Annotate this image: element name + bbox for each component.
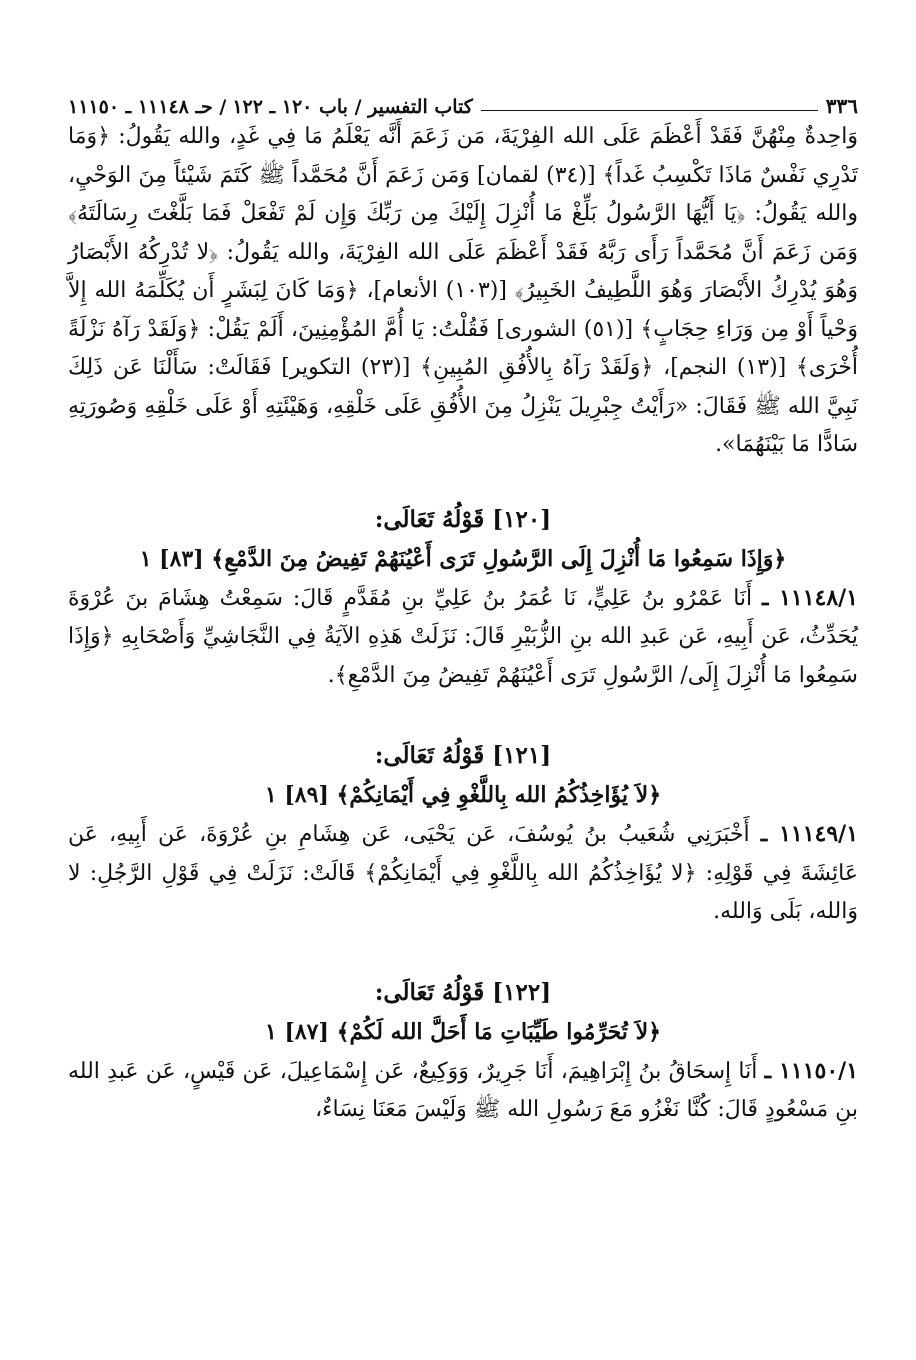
text-line: أَنَا إِسحَاقُ بنُ إِبْرَاهِيمَ، أَنَا جَرِيرٌ، وَوَكِيعٌ، عَن إِسْمَاعِيلَ، عَن [242, 1058, 758, 1084]
text-line: كَانَ لِبَشَرٍ أَن يُكَلِّمَهُ الله إِلاَّ وَحْياً أَوْ مِن وَرَاءِ حِجَابٍ﴾ [(٥١) الشورى] فَقُلْتُ: يَا أُمَّ [68, 278, 858, 342]
hadith-11148 [68, 579, 858, 696]
hadith-number: ١١١٥٠/١ ـ [764, 1057, 859, 1084]
verse-heading-121: ﴿لاَ يُؤَاخِذُكُمُ الله بِاللَّغْوِ فِي أَيْمَانِكُمْ﴾ [٨٩] ١ [264, 782, 662, 808]
text-line: أَبِيهِ، عَن عَائِشَةَ فِي قَوْلِهِ: ﴿لا يُؤَاخِذُكُمُ الله بِاللَّغْوِ فِي أَيْمَانِكُمْ﴾ قَالَتْ: نَزَلَتْ فِي [68, 822, 859, 886]
text-line: أَخْبَرَنِي شُعَيبُ بنُ يُوسُفَ، عَن يَحْيَى، عَن هِشَامِ بنِ عُرْوَةَ، عَن [158, 822, 750, 847]
text-line: المُبِينِ﴾ [(٢٣) التكوير] فَقَالَتْ: سَأَلْنَا عَن ذَلِكَ نَبِيَّ الله ﷺ فَقَالَ: «رَأَيْتُ جِبْرِيلَ [68, 355, 858, 419]
hadith-11149 [68, 815, 858, 932]
section-heading-122: [١٢٢] قَوْلُهُ تَعَالَى: [374, 978, 552, 1006]
text-line: هِشَامَ بنَ عُرْوَةَ يُحَدِّثُ، عَن أَبِيهِ، عَن عَبدِ الله بنِ الزُّبَيْرِ قَالَ: نَزَلَتْ هَذِهِ الآيَةُ فِي [68, 585, 859, 649]
running-header [68, 88, 858, 118]
hadith-11150 [68, 1052, 858, 1130]
continuation-paragraph [68, 118, 858, 465]
section-heading-120: [١٢٠] قَوْلُهُ تَعَالَى: [374, 505, 552, 533]
text-line: النَّجَاشِيِّ وَأَصْحَابِهِ ﴿وَإِذَا سَمِعُوا مَا أُنْزِلَ إِلَى/ الرَّسُولِ تَرَى أَعْيُنَهُمْ تَفِيضُ مِنَ [68, 624, 858, 688]
verse-heading-122: ﴿لاَ تُحَرِّمُوا طَيِّبَاتِ مَا أَحَلَّ الله لَكُمْ﴾ [٨٧] ١ [264, 1018, 662, 1045]
text-line: المُؤْمِنِينَ، أَلَمْ يَقُلْ: ﴿وَلَقَدْ رَآهُ نَزْلَةً أُخْرَى﴾ [(١٣) النجم]، ﴿وَلَقَدْ رَآهُ بِالأُفُقِ [68, 316, 859, 380]
text-line: ﴿لا تُدْرِكُهُ الأَبْصَارُ وَهُوَ يُدْرِكُ الأَبْصَارَ وَهُوَ اللَّطِيفُ الخَبِيرُ﴾ [(١٠٣) الأنعام]، ﴿وَمَا [68, 239, 858, 303]
text-line: الدَّمْعِ﴾. [327, 662, 396, 688]
hadith-number: ١١١٤٩/١ ـ [760, 821, 859, 847]
document-page [68, 88, 858, 1130]
text-line: أَنَا عَمْرُو بنُ عَلِيٍّ، نَا عُمَرُ بنُ عَلِيِّ بنِ مُقَدَّمٍ قَالَ: سَمِعْتُ [219, 585, 753, 611]
verse-heading-120: ﴿وَإِذَا سَمِعُوا مَا أُنْزِلَ إِلَى الرَّسُولِ تَرَى أَعْيُنَهُمْ تَفِيضُ مِنَ الدَّمْعِ﴾ [٨٣] ١ [139, 545, 787, 572]
header-rule [481, 110, 818, 111]
text-line: يَنْزِلُ مِنَ الأُفُقِ عَلَى خَلْقِهِ، وَهَيْئَتِهِ أَوْ عَلَى خَلْقِهِ وَصُورَتِهِ سَادًّا مَا بَيْنَهُمَا». [68, 393, 858, 457]
text-line: وَاحِدةٌ مِنْهُنَّ فَقَدْ أَعْظَمَ عَلَى الله الفِرْيَةَ، مَن زَعَمَ أَنَّه يَعْلَمُ مَا فِي غَدٍ، والله يَقُولُ: [118, 124, 858, 149]
text-line: قَيْسٍ، عَن عَبدِ الله بنِ مَسْعُودٍ قَالَ: كُنَّا نَغْزُو مَعَ رَسُولِ الله ﷺ وَلَيْسَ مَعَنَا نِسَاءٌ، [68, 1058, 858, 1122]
hadith-number: ١١١٤٨/١ ـ [762, 584, 858, 611]
text-line: مِنَ الوَحْيِ، والله يَقُولُ: ﴿يَا أَيُّهَا الرَّسُولُ بَلِّغْ مَا أُنْزِلَ إِلَيْكَ مِن رَبِّكَ وَإِن لَمْ تَفْعَلْ فَمَا [68, 162, 858, 226]
section-heading-121: [١٢١] قَوْلُهُ تَعَالَى: [374, 742, 552, 769]
page-number: ٣٣٦ [825, 94, 858, 118]
text-line: بَلَّغْتَ رِسَالَتَهُ﴾ وَمَن زَعَمَ أَنَّ مُحَمَّداً رَأَى رَبَّهُ فَقَدْ أَعْظَمَ عَلَى الله الفِرْيَةَ، والله يَقُولُ: [68, 201, 858, 265]
text-line: قَوْلِ الرَّجُلِ: لا وَالله، بَلَى وَالله. [68, 860, 858, 924]
header-hadith-range: / حـ ١١١٤٨ ـ ١١١٥٠ [68, 96, 227, 118]
header-title: كتاب التفسير / باب ١٢٠ ـ ١٢٢ [232, 96, 473, 118]
text-line: ﴿وَمَا تَدْرِي نَفْسٌ مَاذَا تَكْسِبُ غَداً﴾ [(٣٤) لقمان] وَمَن زَعَمَ أَنَّ مُحَمَّداً ﷺ كَتَمَ شَيْئاً [68, 124, 859, 188]
